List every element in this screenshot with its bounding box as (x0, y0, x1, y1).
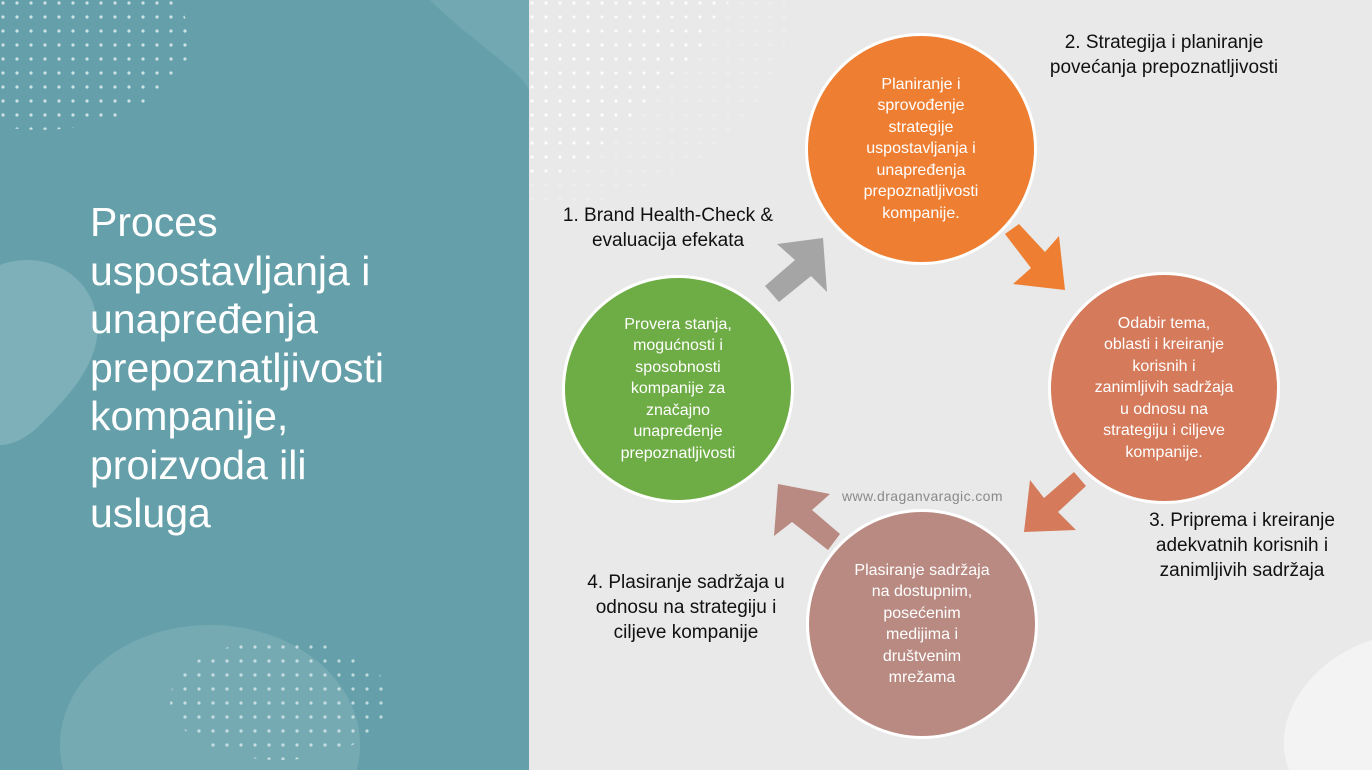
step-label-3: 3. Priprema i kreiranje adekvatnih korisnih i zanimljivih sadržaja (1149, 510, 1335, 581)
slide-title: Proces uspostavljanja i unapređenja prepoznatljivosti kompanije, proizvoda ili usluga (90, 199, 384, 536)
watermark: www.draganvaragic.com (842, 488, 1003, 504)
arrow-3-to-4 (1014, 462, 1094, 542)
step-label-2: 2. Strategija i planiranje povećanja prepoznatljivosti (1049, 32, 1279, 78)
title-panel (0, 0, 529, 770)
circle-text-step-1: Provera stanja, mogućnosti i sposobnosti kompanije za značajno unapređenje prepoznatljivosti (620, 315, 736, 462)
step-label-1: 1. Brand Health-Check & evaluacija efekata (562, 205, 774, 251)
circle-text-step-4: Plasiranje sadržaja na dostupnim, posećenim medijima i društvenim mrežama (854, 561, 990, 686)
arrow-2-to-3 (997, 222, 1077, 302)
arrow-4-to-1 (766, 478, 846, 558)
circle-text-step-3: Odabir tema, oblasti i kreiranje korisnih i zanimljivih sadržaja u odnosu na strategiju i ciljeve kompanije. (1094, 314, 1234, 461)
step-label-4: 4. Plasiranje sadržaja u odnosu na strategiju i ciljeve kompanije (587, 572, 785, 643)
circle-text-step-2: Planiranje i sprovođenje strategije uspostavljanja i unapređenja prepoznatljivosti kompanije. (863, 75, 979, 222)
